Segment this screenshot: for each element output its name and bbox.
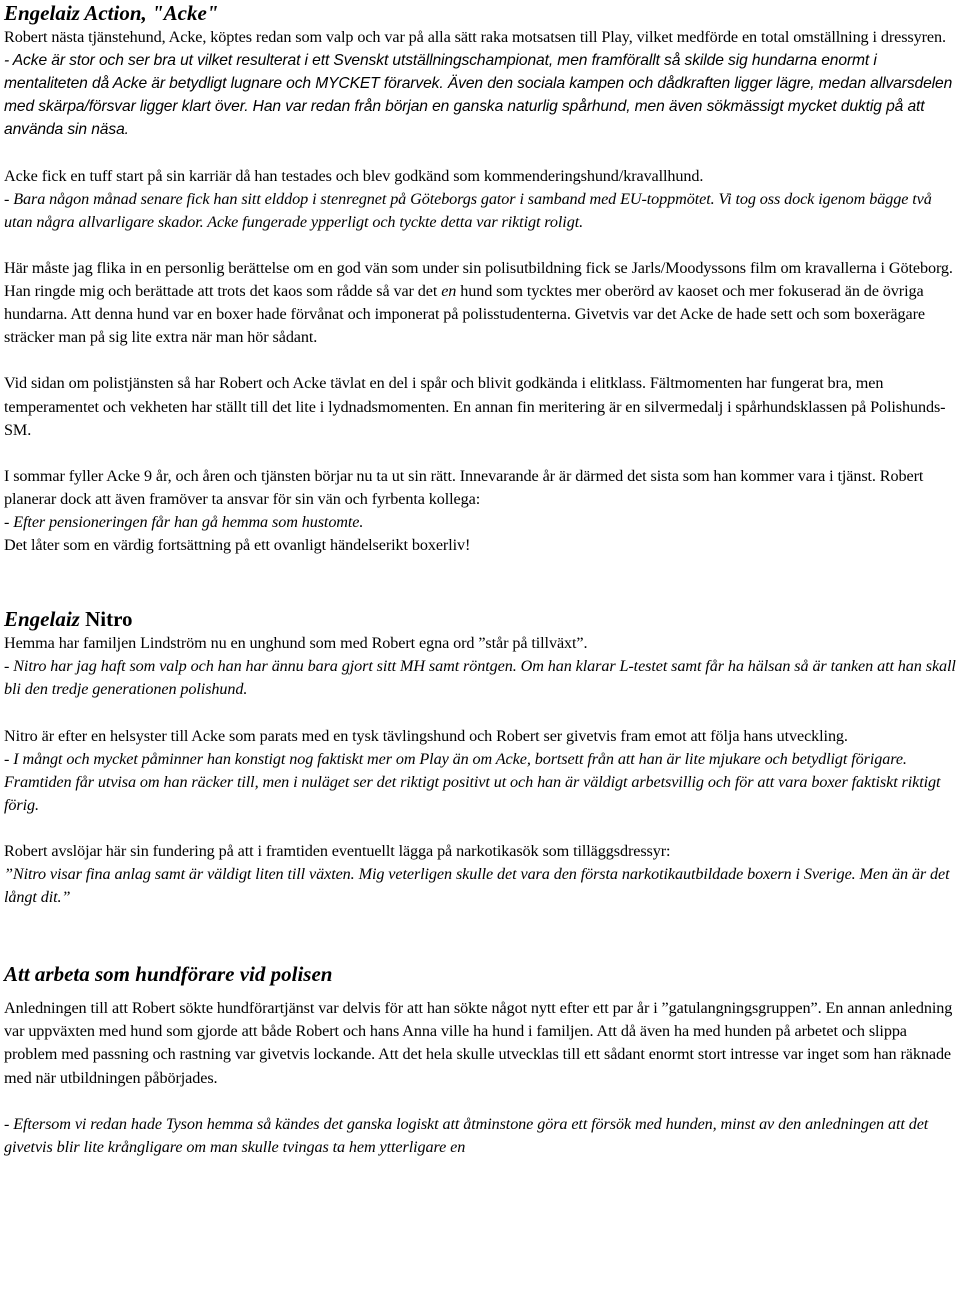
paragraph-text: Här måste jag flika in en personlig berättelse om en god vän som under sin polisutbildning fick se Jarls/Moodyssons film om kravallerna i Göteborg. Han ringde mig och berättade att trots det kaos som rådde så var det xyxy=(4,258,953,301)
paragraph-text: I sommar fyller Acke 9 år, och åren och tjänsten börjar nu ta ut sin rätt. Innevarande år är därmed det sista som han kommer vara i tjänst. Robert planerar dock att även framöver ta ansvar för sin vän och fyrbenta kollega: xyxy=(4,466,924,508)
paragraph-text: Robert avslöjar här sin fundering på att i framtiden eventuellt lägga på narkotikasök som tilläggsdressyr: xyxy=(4,842,671,860)
quote-text: - Efter pensioneringen får han gå hemma som hustomte. xyxy=(4,512,364,531)
quote-text: - Acke är stor och ser bra ut vilket resulterat i ett Svenskt utställningschampionat, men framförallt så skilde sig hundarna enormt i mentaliteten då Acke är betydligt lugnare och MYCKET förarvek. Även den sociala kampen och dådkraften ligger lägre, medan allvarsdelen med skärpa/försvar ligger klart över. Han var redan från början en ganska naturlig spårhund, men även sökmässigt mycket duktig på att använda sin näsa. xyxy=(4,52,953,139)
paragraph xyxy=(4,372,956,441)
quote-text: - Eftersom vi redan hade Tyson hemma så kändes det ganska logiskt att åtminstone göra ett försök med hunden, minst av den anledningen att det givetvis blir lite krångligare om man skulle tvingas ta hem ytterligare en xyxy=(4,1114,929,1156)
quote-text: - Nitro har jag haft som valp och han har ännu bara gjort sitt MH samt röntgen. Om han klarar L-testet samt får ha hälsan så är tanken att han skall bli den tredje generationen polishund. xyxy=(4,657,956,699)
heading-part: Nitro xyxy=(85,607,133,632)
paragraph-text: Vid sidan om polistjänsten så har Robert och Acke tävlat en del i spår och blivit godkända i elitklass. Fältmomenten har fungerat bra, men temperamentet och vekheten har ställt till det lite i lydnadsmomenten. En annan fin meritering är en silvermedalj i spårhundsklassen på Polishunds-SM. xyxy=(4,374,946,439)
quote-text: - Bara någon månad senare fick han sitt elddop i stenregnet på Göteborgs gator i samband med EU-toppmötet. Vi tog oss dock igenom bägge två utan några allvarligare skador. Acke fungerade ypperligt och tyckte detta var riktigt roligt. xyxy=(4,189,932,231)
paragraph-text: Hemma har familjen Lindström nu en unghund som med Robert egna ord ”står på tillväxt”. xyxy=(4,634,588,653)
paragraph-text: hund som tycktes mer oberörd av kaoset och mer fokuserad än de övriga hundarna. Att denna hund var en boxer hade förvånat och imponerat på polisstudenterna. Givetvis var det Acke de hade sett och som boxerägare sträcker man på sig lite extra när man hör sådant. xyxy=(4,282,925,347)
section-heading-nitro xyxy=(4,606,956,632)
paragraph xyxy=(4,725,956,817)
document-page xyxy=(4,0,956,1159)
section-heading-police-handler: Att arbeta som hundförare vid polisen xyxy=(4,962,333,987)
section-heading-acke: Engelaiz Action, "Acke" xyxy=(4,1,219,25)
paragraph-text: Acke fick en tuff start på sin karriär då han testades och blev godkänd som kommenderingshund/kravallhund. xyxy=(4,166,704,185)
paragraph xyxy=(4,997,956,1089)
paragraph xyxy=(4,840,956,909)
emphasis-text: en xyxy=(441,282,457,301)
paragraph xyxy=(4,632,956,701)
paragraph xyxy=(4,1113,956,1159)
paragraph xyxy=(4,257,956,349)
paragraph-text: Anledningen till att Robert sökte hundförartjänst var delvis för att han sökte något nytt efter ett par år i ”gatulangningsgruppen”. En annan anledning var uppväxten med hund som gjorde att både Robert och hans Anna ville ha hund i familjen. Att då även ha med hunden på arbetet och slippa problem med passning och rastning var givetvis lockande. Att det hela skulle utvecklas till ett sådant enormt stort intresse var inget som han räknade med när utbildningen påbörjades. xyxy=(4,999,953,1087)
paragraph-text: Det låter som en värdig fortsättning på ett ovanligt händelserikt boxerliv! xyxy=(4,536,471,555)
quote-text: - I mångt och mycket påminner han konstigt nog faktiskt mer om Play än om Acke, bortsett från att han är lite mjukare och betydligt förigare. Framtiden får utvisa om han räcker till, men i nuläget ser det riktigt positivt ut och han är väldigt arbetsvillig och för att vara boxer faktiskt riktigt förig. xyxy=(4,749,941,814)
paragraph-text: Nitro är efter en helsyster till Acke som parats med en tysk tävlingshund och Robert ser givetvis fram emot att följa hans utveckling. xyxy=(4,726,848,745)
heading-part: Engelaiz xyxy=(4,607,86,632)
paragraph-text: Robert nästa tjänstehund, Acke, köptes redan som valp och var på alla sätt raka motsatsen till Play, vilket medförde en total omställning i dressyren. xyxy=(4,28,946,46)
paragraph xyxy=(4,26,956,141)
quote-text: ”Nitro visar fina anlag samt är väldigt liten till växten. Mig veterligen skulle det vara den första narkotikautbildade boxern i Sverige. Men än är det långt dit.” xyxy=(4,865,950,907)
paragraph xyxy=(4,465,956,557)
paragraph xyxy=(4,165,956,234)
